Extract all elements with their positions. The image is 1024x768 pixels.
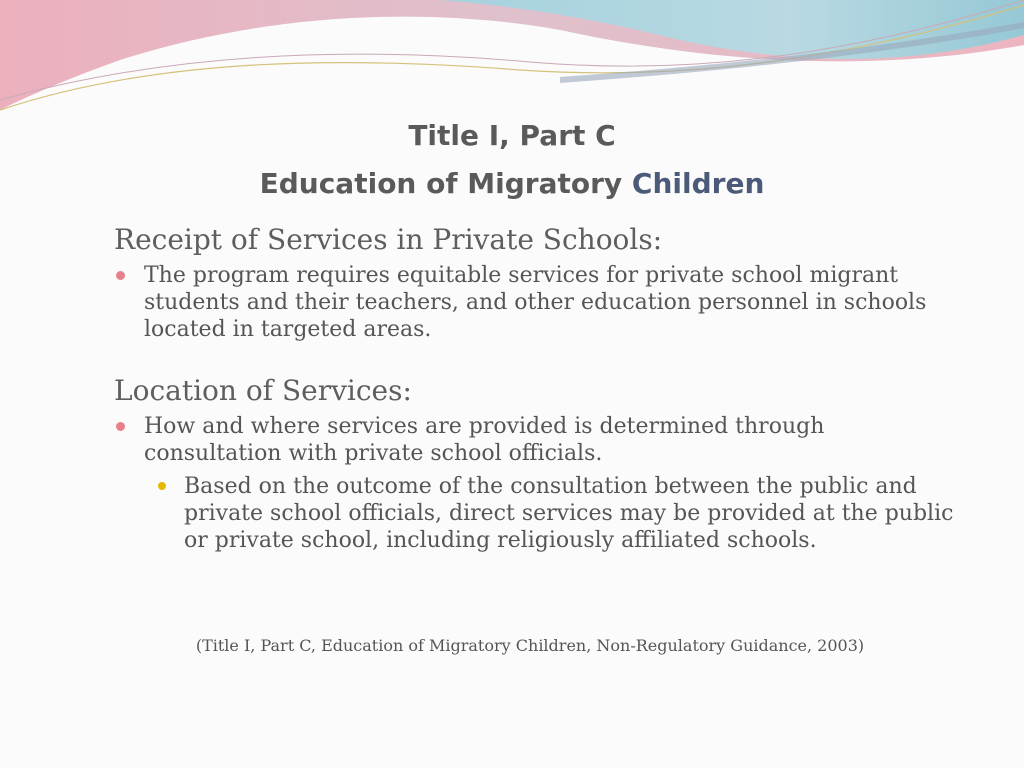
sub-bullet-text: Based on the outcome of the consultation between the public and private school officials, direct services may be provided at the public or private school, including religiously affiliated schools. — [184, 474, 954, 553]
citation: (Title I, Part C, Education of Migratory Children, Non-Regulatory Guidance, 2003) — [195, 636, 865, 655]
sub-bullet-dot-icon — [158, 482, 166, 490]
bullet-item — [114, 262, 954, 343]
section-heading-receipt: Receipt of Services in Private Schools: — [114, 223, 663, 256]
bullet-text: The program requires equitable services for private school migrant students and their teachers, and other education personnel in schools located in targeted areas. — [144, 263, 927, 342]
bullet-dot-icon — [116, 271, 125, 280]
slide-title — [0, 112, 1024, 208]
title-line-2 — [0, 160, 1024, 208]
title-line-2-accent: Children — [631, 167, 765, 200]
title-line-2-main: Education of Migratory — [259, 167, 632, 200]
sub-bullet-item — [114, 473, 954, 554]
title-line-1: Title I, Part C — [408, 119, 616, 152]
decorative-wave-banner — [0, 0, 1024, 130]
bullet-text: How and where services are provided is determined through consultation with private school officials. — [144, 414, 825, 466]
bullet-item — [114, 413, 954, 467]
bullet-dot-icon — [116, 422, 125, 431]
section-heading-location: Location of Services: — [114, 374, 412, 407]
slide-body — [114, 222, 954, 554]
